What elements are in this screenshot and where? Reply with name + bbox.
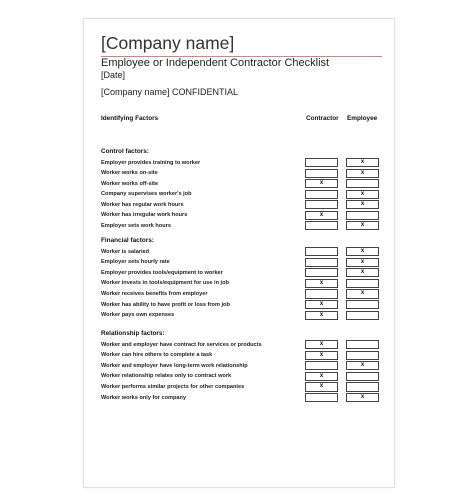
checklist-item-label: Worker receives benefits from employer [101,290,208,297]
contractor-checkbox[interactable]: x [305,279,338,288]
checklist-item-label: Worker and employer have long-term work relationship [101,362,248,369]
contractor-checkbox[interactable] [305,268,338,277]
checklist-item-label: Employer provides tools/equipment to worker [101,269,223,276]
employee-checkbox[interactable] [346,351,379,360]
employee-checkbox[interactable]: x [346,393,379,402]
column-header-contractor: Contractor [306,115,339,122]
column-header-employee: Employee [347,115,378,122]
employee-checkbox[interactable] [346,279,379,288]
contractor-checkbox[interactable]: x [305,382,338,391]
confidential-label: [Company name] CONFIDENTIAL [101,87,239,97]
employee-checkbox[interactable]: x [346,221,379,230]
checklist-item-label: Employer provides training to worker [101,159,201,166]
contractor-checkbox[interactable] [305,200,338,209]
contractor-checkbox[interactable]: x [305,351,338,360]
employee-checkbox[interactable] [346,300,379,309]
document-date: [Date] [101,70,126,80]
contractor-checkbox[interactable] [305,169,338,178]
contractor-checkbox[interactable] [305,258,338,267]
checklist-item-label: Company supervises worker's job [101,191,192,197]
checklist-item-label: Worker has ability to have profit or loss from job [101,301,230,308]
contractor-checkbox[interactable]: x [305,340,338,349]
contractor-checkbox[interactable] [305,221,338,230]
contractor-checkbox[interactable] [305,361,338,370]
checklist-item-label: Worker relationship relates only to contract work [101,373,232,380]
employee-checkbox[interactable] [346,179,379,188]
employee-checkbox[interactable]: x [346,289,379,298]
contractor-checkbox[interactable] [305,190,338,199]
checklist-item-label: Worker can hire others to complete a task [101,352,213,359]
employee-checkbox[interactable]: x [346,361,379,370]
checklist-item-label: Worker and employer have contract for services or products [101,341,262,348]
checklist-item-label: Worker has regular work hours [101,201,184,208]
contractor-checkbox[interactable]: x [305,179,338,188]
checklist-item-label: Worker works only for company [101,394,187,401]
contractor-checkbox[interactable]: x [305,311,338,320]
employee-checkbox[interactable]: x [346,258,379,267]
employee-checkbox[interactable] [346,311,379,320]
contractor-checkbox[interactable] [305,393,338,402]
section-title: Relationship factors: [101,330,165,337]
column-header-factors: Identifying Factors [101,115,159,122]
checklist-item-label: Worker is salaried [101,248,150,255]
contractor-checkbox[interactable] [305,289,338,298]
checklist-item-label: Worker works on-site [101,170,158,176]
employee-checkbox[interactable]: x [346,190,379,199]
checklist-item-label: Employer sets hourly rate [101,259,170,266]
contractor-checkbox[interactable]: x [305,211,338,220]
checklist-item-label: Worker pays own expenses [101,312,175,319]
contractor-checkbox[interactable]: x [305,300,338,309]
checklist-item-label: Worker invests in tools/equipment for use in job [101,280,229,287]
employee-checkbox[interactable]: x [346,247,379,256]
contractor-checkbox[interactable] [305,158,338,167]
section-title: Control factors: [101,148,149,155]
employee-checkbox[interactable] [346,211,379,220]
checklist-item-label: Worker has irregular work hours [101,212,188,218]
employee-checkbox[interactable]: x [346,268,379,277]
company-name: [Company name] [101,33,235,53]
document-title: Employee or Independent Contractor Checklist [101,57,330,69]
contractor-checkbox[interactable]: x [305,372,338,381]
checklist-item-label: Employer sets work hours [101,222,171,229]
section-title: Financial factors: [101,237,154,244]
employee-checkbox[interactable]: x [346,169,379,178]
employee-checkbox[interactable] [346,340,379,349]
checklist-item-label: Worker works off-site [101,180,159,187]
checklist-item-label: Worker performs similar projects for other companies [101,383,245,390]
contractor-checkbox[interactable] [305,247,338,256]
employee-checkbox[interactable] [346,372,379,381]
employee-checkbox[interactable] [346,382,379,391]
employee-checkbox[interactable]: x [346,200,379,209]
document-page [83,18,395,488]
employee-checkbox[interactable]: x [346,158,379,167]
